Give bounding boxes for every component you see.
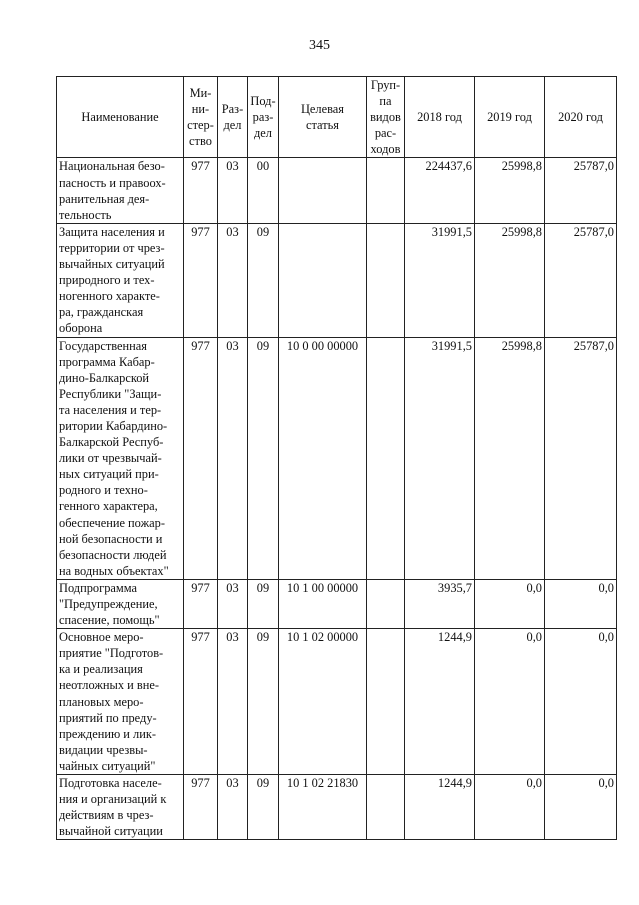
- name-line: ранительная дея-: [59, 191, 150, 206]
- name-line: Защита населения и: [59, 224, 165, 239]
- table-row: [57, 223, 617, 337]
- header-line: стер-: [187, 118, 214, 133]
- cell-2018: 1244,9: [405, 629, 475, 775]
- cell-target-article: 10 0 00 00000: [279, 337, 367, 579]
- cell-2019: 25998,8: [475, 158, 545, 223]
- name-line: ра, гражданская: [59, 305, 144, 320]
- name-line: ка и реализация: [59, 662, 143, 677]
- header-line: Целевая: [300, 102, 345, 117]
- name-line: ритории Кабардино-: [59, 418, 168, 433]
- cell-subsection: 00: [248, 158, 279, 223]
- cell-name: [57, 337, 184, 579]
- cell-subsection: 09: [248, 775, 279, 840]
- name-line: тельность: [59, 207, 112, 222]
- cell-expense-group: [367, 629, 405, 775]
- header-expense-group: [367, 77, 405, 158]
- name-line: безопасности людей: [59, 547, 167, 562]
- page-number: 345: [309, 38, 330, 53]
- header-line: статья: [305, 118, 339, 133]
- header-line: дел: [223, 118, 242, 133]
- cell-2019: 25998,8: [475, 223, 545, 337]
- cell-target-article: 10 1 02 21830: [279, 775, 367, 840]
- cell-subsection: 09: [248, 629, 279, 775]
- name-line: природного и тех-: [59, 273, 155, 288]
- cell-name: [57, 629, 184, 775]
- name-line: действиям в чрез-: [59, 808, 154, 823]
- cell-2019: 0,0: [475, 629, 545, 775]
- name-line: неотложных и вне-: [59, 678, 159, 693]
- name-line: дино-Балкарской: [59, 370, 150, 385]
- name-line: видации чрезвы-: [59, 742, 148, 757]
- header-line: ни-: [191, 102, 210, 117]
- name-line: генного характера,: [59, 499, 158, 514]
- name-line: Национальная безо-: [59, 159, 165, 174]
- name-line: Подготовка населе-: [59, 776, 162, 791]
- header-ministry: [184, 77, 218, 158]
- name-line: территории от чрез-: [59, 240, 165, 255]
- header-line: ство: [189, 134, 212, 149]
- name-line: на водных объектах": [59, 563, 169, 578]
- header-line: па: [379, 94, 392, 109]
- header-line: Раз-: [221, 102, 244, 117]
- cell-name: [57, 158, 184, 223]
- name-line: программа Кабар-: [59, 354, 155, 369]
- cell-2019: 25998,8: [475, 337, 545, 579]
- cell-2020: 25787,0: [545, 223, 617, 337]
- cell-ministry: 977: [184, 579, 218, 628]
- table-header-row: [57, 77, 617, 158]
- table-row: [57, 158, 617, 223]
- cell-2018: 224437,6: [405, 158, 475, 223]
- name-line: плановых меро-: [59, 694, 144, 709]
- cell-2020: 0,0: [545, 775, 617, 840]
- header-year-2019: 2019 год: [475, 77, 545, 158]
- name-line: вычайной ситуации: [59, 824, 163, 839]
- cell-expense-group: [367, 337, 405, 579]
- name-line: Подпрограмма: [59, 580, 137, 595]
- cell-section: 03: [218, 629, 248, 775]
- table-body: [57, 158, 617, 840]
- header-section: [218, 77, 248, 158]
- cell-name: [57, 223, 184, 337]
- cell-expense-group: [367, 775, 405, 840]
- header-line: раз-: [252, 110, 274, 125]
- header-line: Ми-: [189, 86, 212, 101]
- name-line: Республики "Защи-: [59, 386, 162, 401]
- name-line: лики от чрезвычай-: [59, 451, 162, 466]
- name-line: обеспечение пожар-: [59, 515, 165, 530]
- cell-2018: 1244,9: [405, 775, 475, 840]
- cell-2019: 0,0: [475, 775, 545, 840]
- cell-subsection: 09: [248, 337, 279, 579]
- cell-2019: 0,0: [475, 579, 545, 628]
- header-subsection: [248, 77, 279, 158]
- budget-table: [56, 76, 617, 840]
- cell-target-article: 10 1 02 00000: [279, 629, 367, 775]
- cell-ministry: 977: [184, 337, 218, 579]
- cell-2018: 31991,5: [405, 223, 475, 337]
- cell-2020: 0,0: [545, 629, 617, 775]
- cell-2020: 25787,0: [545, 158, 617, 223]
- name-line: пасность и правоох-: [59, 175, 166, 190]
- name-line: спасение, помощь": [59, 613, 160, 628]
- name-line: родного и техно-: [59, 483, 148, 498]
- cell-2018: 3935,7: [405, 579, 475, 628]
- name-line: преждению и лик-: [59, 726, 156, 741]
- cell-name: [57, 775, 184, 840]
- cell-subsection: 09: [248, 223, 279, 337]
- cell-expense-group: [367, 579, 405, 628]
- cell-target-article: [279, 223, 367, 337]
- cell-section: 03: [218, 158, 248, 223]
- cell-name: [57, 579, 184, 628]
- name-line: приятий по преду-: [59, 710, 157, 725]
- table-row: [57, 579, 617, 628]
- name-line: ния и организаций к: [59, 792, 167, 807]
- cell-2018: 31991,5: [405, 337, 475, 579]
- header-line: видов: [370, 110, 401, 125]
- cell-ministry: 977: [184, 775, 218, 840]
- cell-section: 03: [218, 337, 248, 579]
- name-line: та населения и тер-: [59, 402, 162, 417]
- header-target-article: [279, 77, 367, 158]
- cell-expense-group: [367, 158, 405, 223]
- cell-subsection: 09: [248, 579, 279, 628]
- header-year-2018: 2018 год: [405, 77, 475, 158]
- table-row: [57, 629, 617, 775]
- header-line: дел: [254, 126, 272, 141]
- name-line: ной безопасности и: [59, 531, 163, 546]
- name-line: чайных ситуаций": [59, 758, 156, 773]
- cell-2020: 25787,0: [545, 337, 617, 579]
- cell-2020: 0,0: [545, 579, 617, 628]
- name-line: Балкарской Респуб-: [59, 435, 164, 450]
- cell-section: 03: [218, 775, 248, 840]
- name-line: Государственная: [59, 338, 147, 353]
- cell-section: 03: [218, 223, 248, 337]
- name-line: ногенного характе-: [59, 289, 160, 304]
- table-row: [57, 337, 617, 579]
- table-row: [57, 775, 617, 840]
- header-name: Наименование: [57, 77, 184, 158]
- name-line: приятие "Подготов-: [59, 646, 164, 661]
- cell-ministry: 977: [184, 223, 218, 337]
- cell-target-article: 10 1 00 00000: [279, 579, 367, 628]
- header-line: Под-: [250, 94, 276, 109]
- header-line: рас-: [374, 126, 397, 141]
- header-year-2020: 2020 год: [545, 77, 617, 158]
- cell-ministry: 977: [184, 629, 218, 775]
- cell-ministry: 977: [184, 158, 218, 223]
- header-line: Груп-: [370, 78, 401, 92]
- name-line: вычайных ситуаций: [59, 257, 165, 272]
- cell-section: 03: [218, 579, 248, 628]
- name-line: Основное меро-: [59, 630, 144, 645]
- cell-target-article: [279, 158, 367, 223]
- header-line: ходов: [370, 142, 401, 157]
- name-line: оборона: [59, 321, 103, 336]
- name-line: ных ситуаций при-: [59, 467, 159, 482]
- cell-expense-group: [367, 223, 405, 337]
- name-line: "Предупреждение,: [59, 597, 158, 611]
